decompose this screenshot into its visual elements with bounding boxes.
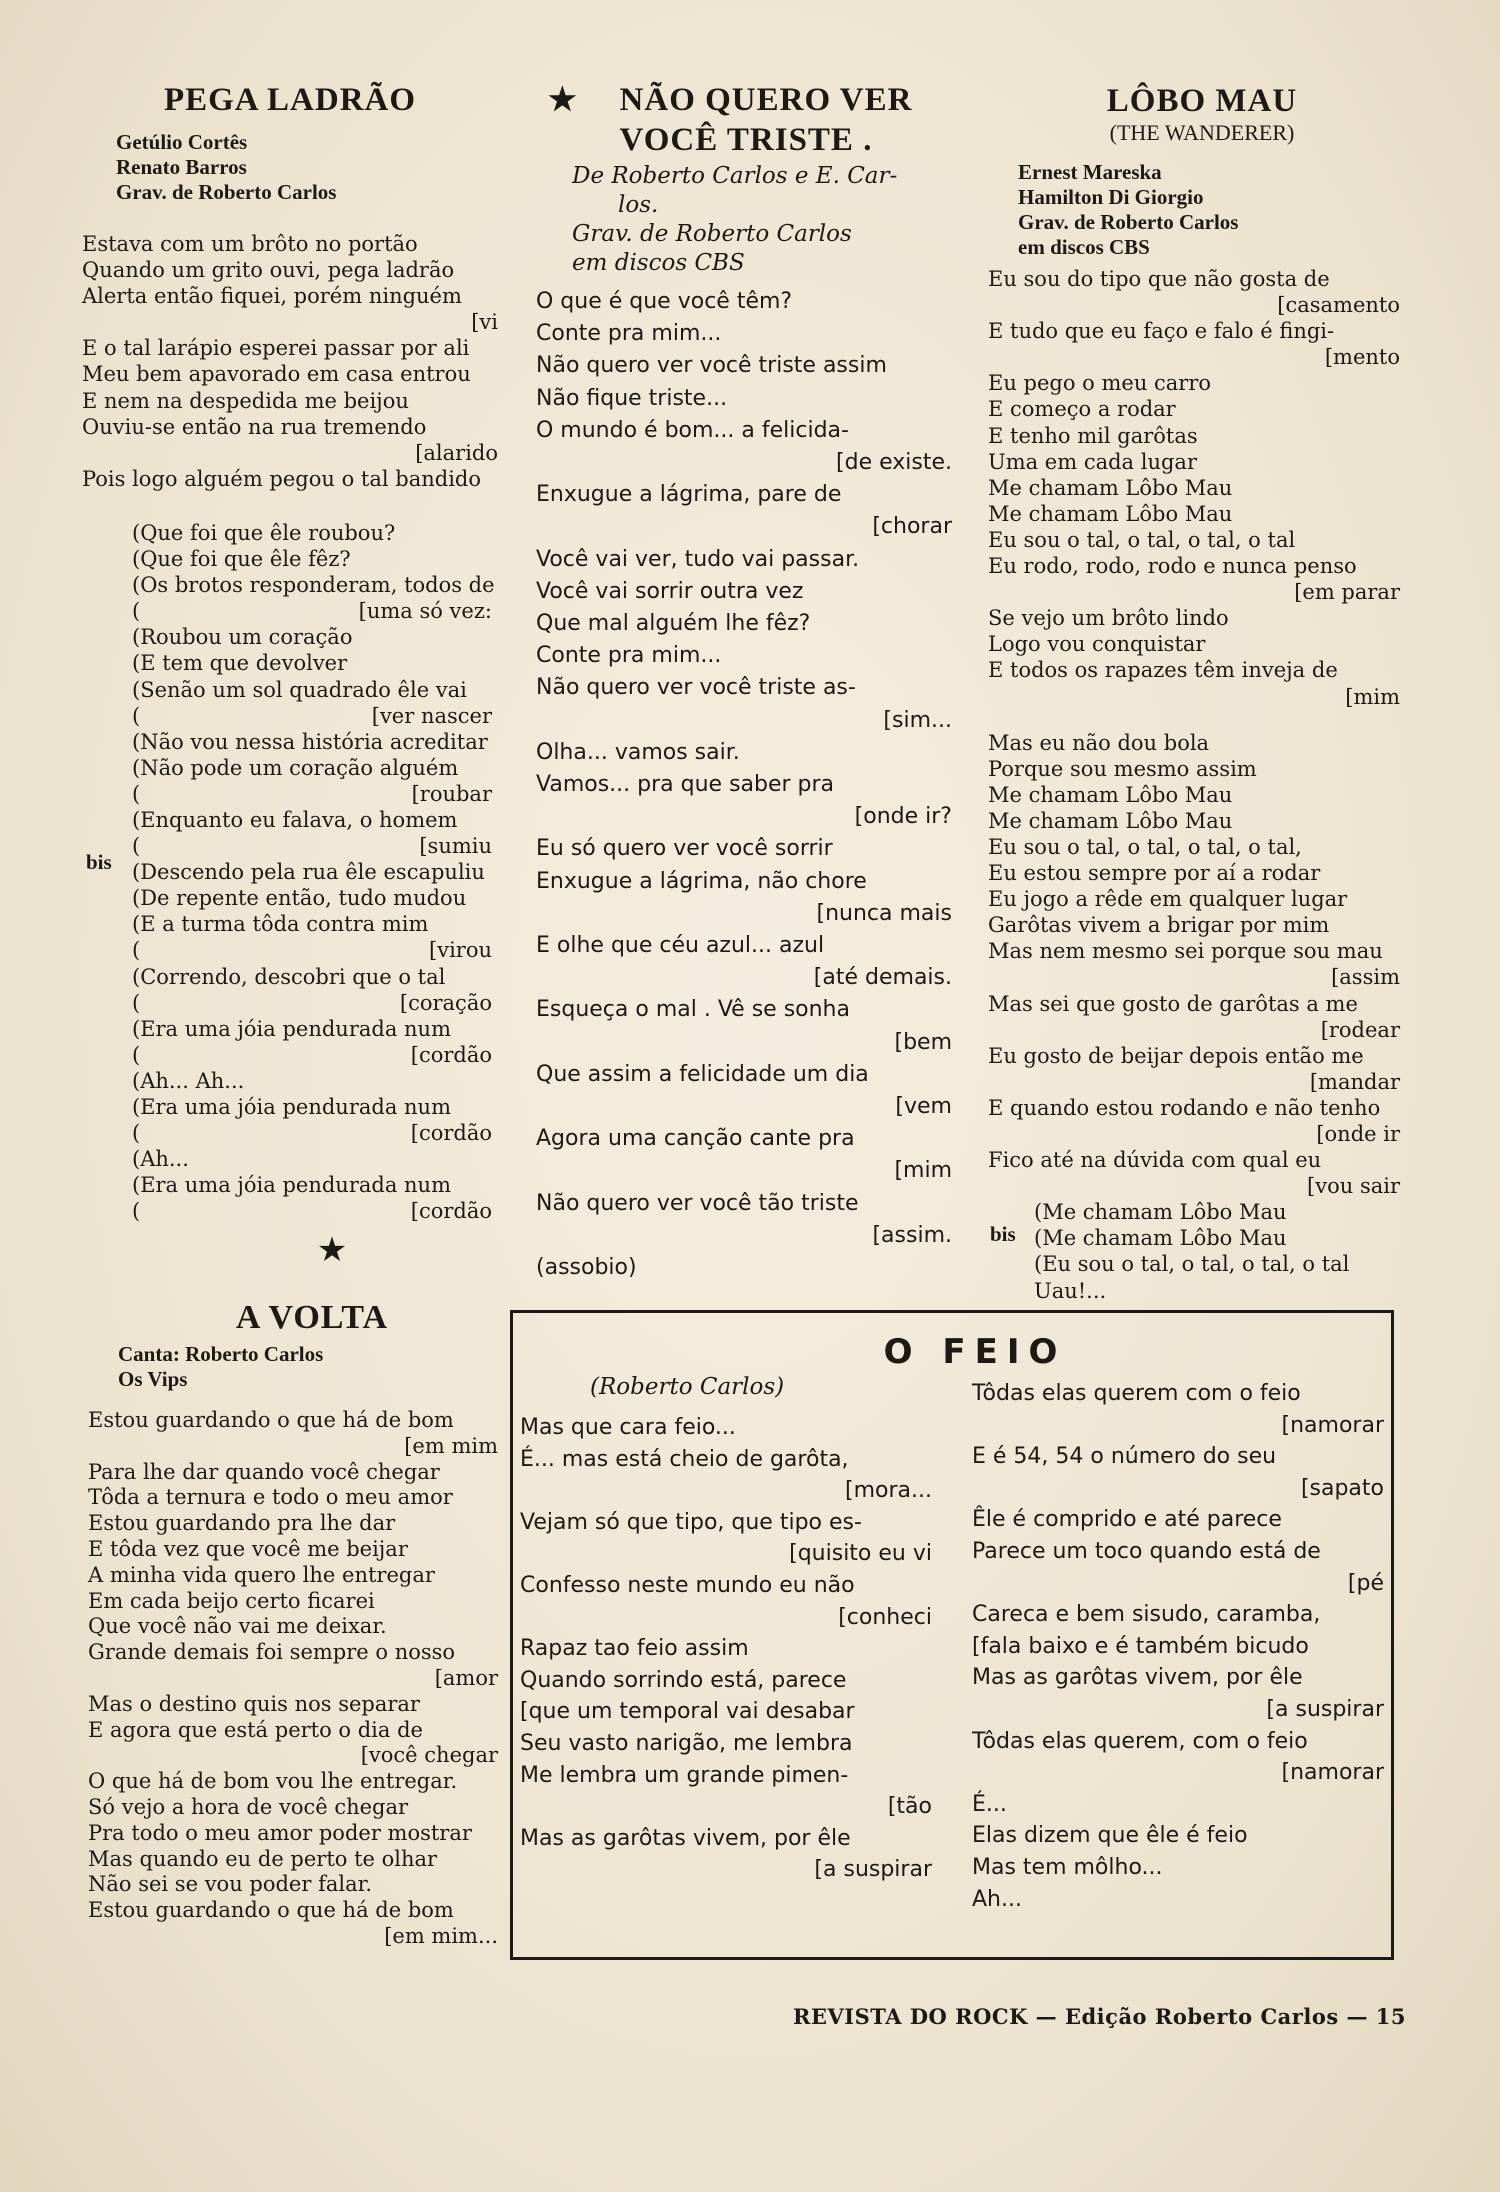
lyric-line: Não quero ver você triste assim: [536, 353, 887, 379]
lyric-line: [você chegar: [360, 1743, 498, 1768]
lyric-bracket: (: [132, 599, 141, 624]
lyric-line: O que é que você têm?: [536, 289, 793, 314]
song-lobo-mau: [988, 82, 1400, 1304]
lyrics-block: [88, 1408, 498, 1950]
lyric-line: (De repente então, tudo mudou: [132, 886, 467, 911]
lyric-line: (Era uma jóia pendurada num: [132, 1173, 451, 1198]
lyric-line: Me lembra um grande pimen-: [520, 1762, 849, 1788]
lyric-line: [alarido: [415, 440, 498, 465]
credit-line: Grav. de Roberto Carlos: [1018, 210, 1239, 234]
lyrics-block: [988, 266, 1400, 710]
lyric-line: Mas as garôtas vivem, por êle: [972, 1665, 1303, 1691]
lyric-bracket: (: [132, 1199, 141, 1224]
lyric-line: Enxugue a lágrima, não chore: [536, 868, 867, 894]
lyric-line: Eu só quero ver você sorrir: [536, 836, 833, 862]
lyrics-block: [82, 231, 498, 492]
lyric-line: Tôda a ternura e todo o meu amor: [88, 1485, 453, 1510]
lyric-line: Eu rodo, rodo, rodo e nunca penso: [988, 554, 1357, 579]
credit-line: Hamilton Di Giorgio: [1018, 185, 1204, 209]
lyric-line: Garôtas vivem a brigar por mim: [988, 913, 1330, 938]
lyric-line: Eu pego o meu carro: [988, 371, 1212, 396]
lyric-line: Logo vou conquistar: [988, 632, 1206, 657]
lyric-line: Olha... vamos sair.: [536, 739, 740, 765]
lyric-line: Vamos... pra que saber pra: [536, 772, 835, 798]
lyric-line: Mas nem mesmo sei porque sou mau: [988, 939, 1383, 964]
lyric-line: Que mal alguém lhe fêz?: [536, 611, 811, 637]
lyric-line: E quando estou rodando e não tenho: [988, 1095, 1381, 1120]
lyric-line: [pé: [1347, 1570, 1384, 1596]
star-icon: ★: [316, 1232, 348, 1270]
song-credits: [1018, 160, 1400, 260]
lyric-continuation: [cordão: [410, 1121, 492, 1146]
song-pega-ladrao: [82, 80, 498, 1270]
lyric-line: O que há de bom vou lhe entregar.: [88, 1769, 458, 1794]
lyric-line: [de existe.: [836, 450, 952, 476]
lyric-line: [que um temporal vai desabar: [520, 1699, 855, 1725]
lyric-line: [132, 1120, 498, 1146]
lyric-continuation: [uma só vez:: [358, 599, 492, 624]
lyric-line: [chorar: [872, 514, 952, 540]
lyric-line: (Ah... Ah...: [132, 1068, 245, 1093]
lyric-line: Ah...: [972, 1886, 1022, 1912]
lyric-line: (Era uma jóia pendurada num: [132, 1016, 451, 1041]
lyric-line: Meu bem apavorado em casa entrou: [82, 362, 471, 387]
lyric-line: (Roubou um coração: [132, 625, 353, 650]
lyric-line: Mas eu não dou bola: [988, 730, 1210, 755]
credit-line: Grav. de Roberto Carlos: [116, 180, 337, 204]
lyric-line: Tôdas elas querem com o feio: [972, 1381, 1301, 1406]
lyric-line: Não fique triste...: [536, 385, 728, 411]
lyric-line: Você vai ver, tudo vai passar.: [536, 546, 860, 572]
lyric-line: [namorar: [1281, 1412, 1384, 1438]
credit-line: Ernest Mareska: [1018, 160, 1162, 184]
lyrics-column-right: [972, 1378, 1384, 1915]
lyric-line: Para lhe dar quando você chegar: [88, 1459, 440, 1484]
lyric-line: Estava com um brôto no portão: [82, 232, 418, 256]
lyric-line: (E tem que devolver: [132, 651, 348, 676]
lyric-line: Êle é comprido e até parece: [972, 1507, 1282, 1533]
lyric-line: Em cada beijo certo ficarei: [88, 1588, 375, 1613]
credit-line: los.: [618, 192, 659, 218]
lyric-line: (Que foi que êle roubou?: [132, 520, 396, 545]
song-credit: (Roberto Carlos): [590, 1374, 785, 1400]
lyric-line: [fala baixo e é também bicudo: [972, 1633, 1309, 1659]
lyric-line: Eu sou do tipo que não gosta de: [988, 267, 1330, 291]
bis-marker: bis: [86, 850, 112, 874]
lyric-line: [vou sair: [1307, 1174, 1400, 1199]
song-credits: [116, 130, 498, 205]
lyric-line: (Não vou nessa história acreditar: [132, 729, 488, 754]
lyric-bracket: (: [132, 703, 141, 728]
lyric-line: Eu estou sempre por aí a rodar: [988, 861, 1321, 886]
lyric-line: [rodear: [1320, 1017, 1400, 1042]
lyric-line: [132, 781, 498, 807]
lyric-line: É...: [972, 1791, 1007, 1817]
lyric-continuation: [virou: [429, 938, 492, 963]
lyric-line: [vi: [471, 310, 498, 335]
lyric-line: Pra todo o meu amor poder mostrar: [88, 1820, 472, 1845]
lyric-line: E tenho mil garôtas: [988, 423, 1198, 448]
lyrics-column-left: [520, 1412, 932, 1886]
lyric-line: [onde ir: [1316, 1122, 1400, 1146]
lyric-line: E nem na despedida me beijou: [82, 388, 409, 413]
lyric-line: [em mim: [404, 1433, 498, 1458]
lyric-line: [mandar: [1309, 1069, 1400, 1094]
lyric-line: [132, 598, 498, 624]
lyric-line: [132, 833, 498, 859]
lyric-line: [em parar: [1294, 580, 1400, 605]
lyrics-block: [536, 286, 952, 1284]
lyric-line: Mas tem môlho...: [972, 1854, 1163, 1880]
lyric-line: E agora que está perto o dia de: [88, 1717, 423, 1742]
lyric-line: [132, 1042, 498, 1068]
lyric-line: Elas dizem que êle é feio: [972, 1823, 1248, 1849]
lyric-line: O mundo é bom... a felicida-: [536, 417, 849, 443]
lyric-line: Me chamam Lôbo Mau: [988, 782, 1233, 807]
lyric-line: Me chamam Lôbo Mau: [988, 475, 1233, 500]
lyric-line: Que você não vai me deixar.: [88, 1614, 387, 1639]
lyric-line: (assobio): [536, 1255, 637, 1281]
lyric-line: (Eu sou o tal, o tal, o tal, o tal: [1034, 1252, 1350, 1277]
song-title: O FEIO: [883, 1332, 1067, 1372]
lyric-line: Alerta então fiquei, porém ninguém: [82, 284, 462, 309]
lyric-line: Se vejo um brôto lindo: [988, 606, 1229, 631]
lyric-line: [assim: [1331, 965, 1400, 990]
lyric-line: Você vai sorrir outra vez: [536, 578, 804, 604]
lyric-line: [namorar: [1281, 1760, 1384, 1786]
song-a-volta: [82, 1298, 498, 1950]
lyric-line: (Me chamam Lôbo Mau: [1034, 1200, 1287, 1225]
lyric-line: Conte pra mim...: [536, 643, 722, 669]
lyrics-block-refrain: [132, 520, 498, 1225]
lyric-line: (Os brotos responderam, todos de: [132, 573, 495, 598]
credit-line: De Roberto Carlos e E. Car-: [572, 163, 898, 189]
lyric-line: (Descendo pela rua êle escapuliu: [132, 860, 485, 885]
lyric-line: Vejam só que tipo, que tipo es-: [520, 1509, 862, 1535]
lyric-continuation: [coração: [399, 990, 492, 1015]
title-line: NÃO QUERO VER: [619, 82, 913, 118]
lyric-line: [vem: [895, 1094, 952, 1120]
bis-marker: bis: [990, 1222, 1016, 1246]
lyric-line: [132, 703, 498, 729]
lyric-line: Confesso neste mundo eu não: [520, 1572, 855, 1598]
song-credits: [118, 1342, 498, 1392]
song-credits: [572, 162, 952, 278]
song-title: PEGA LADRÃO: [163, 82, 417, 118]
lyric-line: Careca e bem sisudo, caramba,: [972, 1602, 1321, 1628]
page-footer: REVISTA DO ROCK — Edição Roberto Carlos — 15: [793, 2004, 1406, 2029]
lyric-line: E todos os rapazes têm inveja de: [988, 658, 1338, 683]
lyric-line: Só vejo a hora de você chegar: [88, 1794, 409, 1819]
lyric-line: [quisito eu vi: [789, 1541, 932, 1567]
credit-line: em discos CBS: [1018, 235, 1150, 259]
lyric-line: [em mim...: [384, 1923, 498, 1948]
lyric-line: Quando um grito ouvi, pega ladrão: [82, 258, 455, 283]
lyric-line: [132, 990, 498, 1016]
lyric-line: Mas quando eu de perto te olhar: [88, 1846, 438, 1871]
lyric-continuation: [ver nascer: [371, 703, 492, 728]
lyric-continuation: [cordão: [410, 1042, 492, 1067]
lyric-bracket: (: [132, 834, 141, 859]
lyric-line: (E a turma tôda contra mim: [132, 912, 429, 937]
lyric-line: E tôda vez que você me beijar: [88, 1536, 408, 1561]
lyric-line: [132, 937, 498, 963]
lyric-line: Não quero ver você tão triste: [536, 1190, 859, 1216]
lyric-line: E o tal larápio esperei passar por ali: [82, 336, 470, 361]
lyric-line: [nunca mais: [816, 900, 952, 926]
lyric-line: Eu sou o tal, o tal, o tal, o tal: [988, 527, 1296, 552]
lyric-line: [sim...: [883, 707, 952, 733]
lyric-line: [tão: [887, 1794, 932, 1820]
lyric-line: Quando sorrindo está, parece: [520, 1667, 847, 1693]
lyric-line: Fico até na dúvida com qual eu: [988, 1148, 1322, 1173]
lyric-line: (Correndo, descobri que o tal: [132, 964, 446, 989]
lyric-line: E começo a rodar: [988, 397, 1176, 422]
song-o-feio: [520, 1332, 1390, 1912]
lyric-line: (Senão um sol quadrado êle vai: [132, 677, 467, 702]
lyric-bracket: (: [132, 990, 141, 1015]
song-nao-quero-ver-voce-triste: [536, 80, 952, 1284]
lyric-line: [a suspirar: [1266, 1696, 1384, 1722]
credit-line: Getúlio Cortês: [116, 130, 248, 154]
lyric-continuation: [sumiu: [419, 834, 492, 859]
lyric-line: Esqueça o mal . Vê se sonha: [536, 997, 850, 1023]
lyric-continuation: [cordão: [410, 1199, 492, 1224]
credit-line: Canta: Roberto Carlos: [118, 1342, 324, 1366]
lyric-line: É... mas está cheio de garôta,: [520, 1446, 849, 1472]
lyric-line: Não sei se vou poder falar.: [88, 1872, 373, 1897]
lyric-line: [mim: [894, 1158, 952, 1184]
lyric-bracket: (: [132, 938, 141, 963]
lyric-continuation: [roubar: [411, 781, 492, 806]
lyric-line: Eu sou o tal, o tal, o tal, o tal,: [988, 834, 1302, 859]
song-title: A VOLTA: [235, 1299, 389, 1336]
lyric-line: (Me chamam Lôbo Mau: [1034, 1226, 1287, 1251]
song-title: [536, 80, 952, 160]
lyric-line: [a suspirar: [814, 1857, 932, 1883]
lyric-line: [amor: [434, 1665, 498, 1690]
lyric-line: E é 54, 54 o número do seu: [972, 1444, 1277, 1470]
lyric-line: Agora uma canção cante pra: [536, 1126, 855, 1152]
lyric-line: Mas que cara feio...: [520, 1415, 736, 1440]
lyric-line: Que assim a felicidade um dia: [536, 1061, 869, 1087]
lyric-line: [132, 1198, 498, 1224]
lyric-line: (Ah...: [132, 1147, 189, 1172]
lyric-line: (Que foi que êle fêz?: [132, 547, 351, 572]
lyric-line: Ouviu-se então na rua tremendo: [82, 414, 427, 439]
lyric-line: (Não pode um coração alguém: [132, 755, 459, 780]
lyric-line: Conte pra mim...: [536, 321, 722, 347]
lyric-line: [casamento: [1277, 293, 1400, 318]
song-subtitle: (THE WANDERER): [1109, 120, 1295, 145]
credit-line: Os Vips: [118, 1367, 188, 1391]
lyric-line: E tudo que eu faço e falo é fingi-: [988, 319, 1335, 344]
credit-line: Grav. de Roberto Carlos: [572, 221, 852, 247]
lyric-line: Eu gosto de beijar depois então me: [988, 1043, 1364, 1068]
lyric-line: Rapaz tao feio assim: [520, 1636, 749, 1662]
lyric-line: E olhe que céu azul... azul: [536, 933, 825, 959]
lyric-line: Eu jogo a rêde em qualquer lugar: [988, 887, 1348, 912]
lyric-line: Porque sou mesmo assim: [988, 756, 1257, 781]
lyric-line: Me chamam Lôbo Mau: [988, 808, 1233, 833]
lyric-line: [até demais.: [813, 965, 952, 991]
lyric-line: Mas o destino quis nos separar: [88, 1691, 420, 1716]
lyric-line: (Enquanto eu falava, o homem: [132, 807, 458, 832]
credit-line: em discos CBS: [572, 250, 745, 276]
lyric-line: Não quero ver você triste as-: [536, 675, 856, 701]
title-line: VOCÊ TRISTE .: [619, 122, 873, 158]
lyric-line: [bem: [894, 1029, 952, 1055]
lyric-line: Tôdas elas querem, com o feio: [972, 1728, 1308, 1754]
lyric-line: Seu vasto narigão, me lembra: [520, 1730, 853, 1756]
lyric-line: Estou guardando o que há de bom: [88, 1408, 454, 1432]
song-title: LÔBO MAU: [1106, 83, 1298, 119]
lyric-line: Mas sei que gosto de garôtas a me: [988, 991, 1358, 1016]
lyric-line: [assim.: [872, 1222, 952, 1248]
lyric-line: [mim: [1345, 684, 1400, 709]
lyric-line: [sapato: [1300, 1475, 1384, 1501]
lyric-line: Me chamam Lôbo Mau: [988, 501, 1233, 526]
lyric-line: Mas as garôtas vivem, por êle: [520, 1825, 851, 1851]
lyric-line: Uma em cada lugar: [988, 449, 1197, 474]
lyric-line: (Era uma jóia pendurada num: [132, 1095, 451, 1119]
lyric-line: [mento: [1324, 345, 1400, 370]
lyric-line: Uau!...: [1034, 1278, 1107, 1303]
lyric-line: Grande demais foi sempre o nosso: [88, 1640, 456, 1665]
lyric-line: Enxugue a lágrima, pare de: [536, 482, 842, 508]
lyric-line: Parece um toco quando está de: [972, 1538, 1321, 1564]
lyric-bracket: (: [132, 781, 141, 806]
lyrics-block: [988, 730, 1400, 1304]
lyric-bracket: (: [132, 1042, 141, 1067]
lyric-line: [conheci: [838, 1604, 932, 1630]
lyric-line: Estou guardando o que há de bom: [88, 1898, 454, 1923]
star-icon: ★: [548, 81, 578, 117]
lyric-bracket: (: [132, 1121, 141, 1146]
lyric-line: [onde ir?: [854, 804, 952, 830]
lyric-line: Estou guardando pra lhe dar: [88, 1511, 396, 1536]
credit-line: Renato Barros: [116, 155, 247, 179]
lyric-line: Pois logo alguém pegou o tal bandido: [82, 466, 481, 491]
lyric-line: [mora...: [845, 1478, 932, 1504]
lyric-line: A minha vida quero lhe entregar: [88, 1562, 435, 1587]
